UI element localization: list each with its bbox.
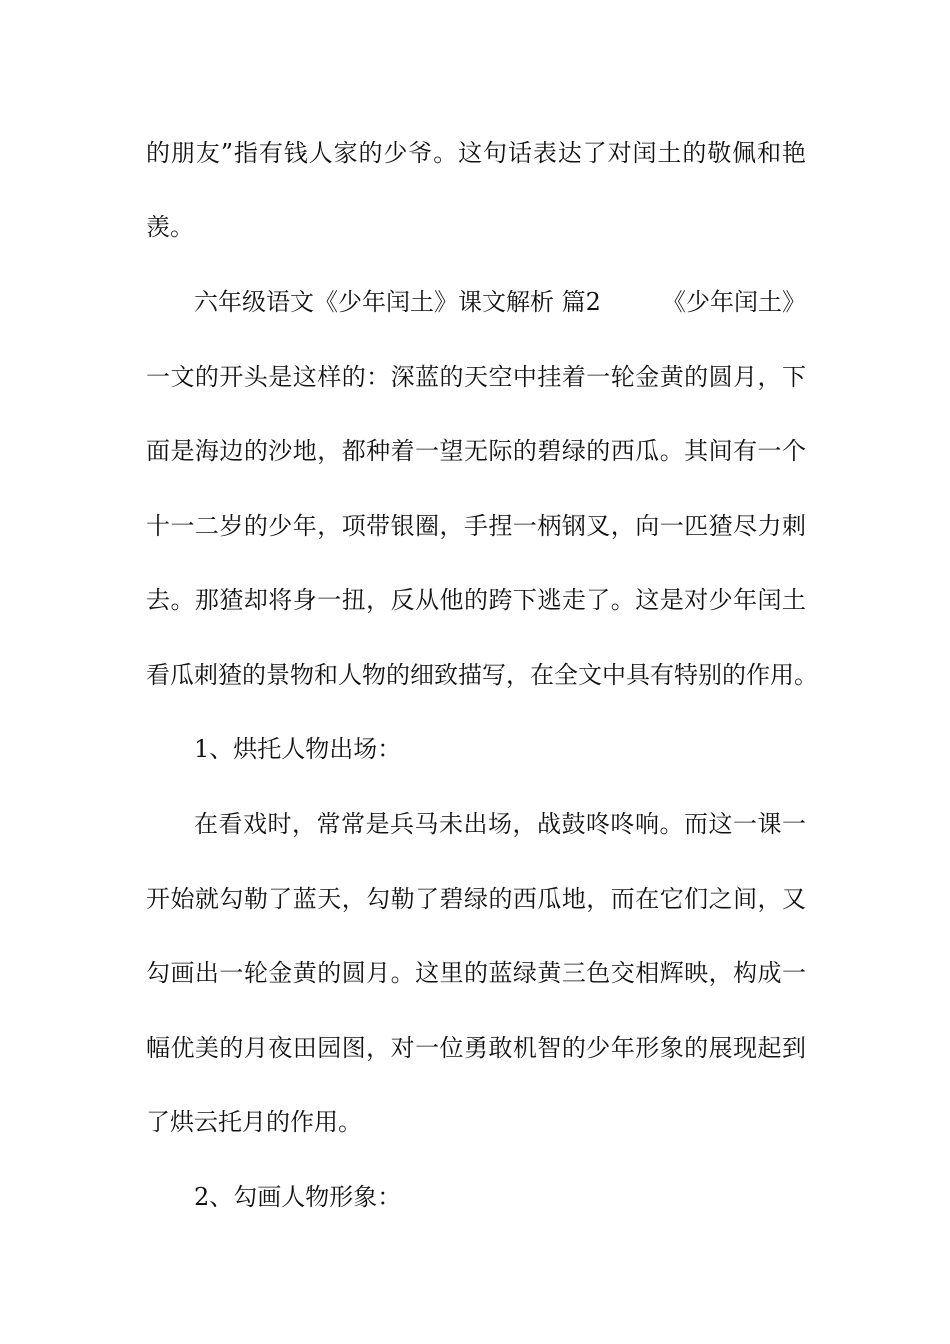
text-line-4: 面是海边的沙地，都种着一望无际的碧绿的西瓜。其间有一个 [146,437,806,465]
text-line-8: 在看戏时，常常是兵马未出场，战鼓咚咚响。而这一课一 [194,810,806,838]
text-line-12: 了烘云托月的作用。 [146,1108,362,1136]
list-heading-1: 1、烘托人物出场： [194,735,402,763]
text-line-11: 幅优美的月夜田园图，对一位勇敢机智的少年形象的展现起到 [146,1034,806,1062]
text-line-10: 勾画出一轮金黄的圆月。这里的蓝绿黄三色交相辉映，构成一 [146,959,806,987]
text-line-9: 开始就勾勒了蓝天，勾勒了碧绿的西瓜地，而在它们之间，又 [146,885,806,913]
list-heading-2: 2、勾画人物形象： [194,1183,402,1211]
text-line-6: 去。那猹却将身一扭，反从他的跨下逃走了。这是对少年闰土 [146,586,806,614]
text-line-1: 的朋友”指有钱人家的少爷。这句话表达了对闰土的敬佩和艳 [146,139,806,167]
text-line-5: 十一二岁的少年，项带银圈，手捏一柄钢叉，向一匹猹尽力刺 [146,512,806,540]
section-heading [194,287,806,317]
text-line-2: 羡。 [146,213,194,241]
text-line-7: 看瓜刺猹的景物和人物的细致描写，在全文中具有特别的作用。 [146,661,818,689]
section-heading-book-title: 《少年闰土》 [662,288,806,316]
section-heading-title: 六年级语文《少年闰土》课文解析 篇2 [194,288,601,316]
text-line-3: 一文的开头是这样的：深蓝的天空中挂着一轮金黄的圆月，下 [146,363,806,391]
